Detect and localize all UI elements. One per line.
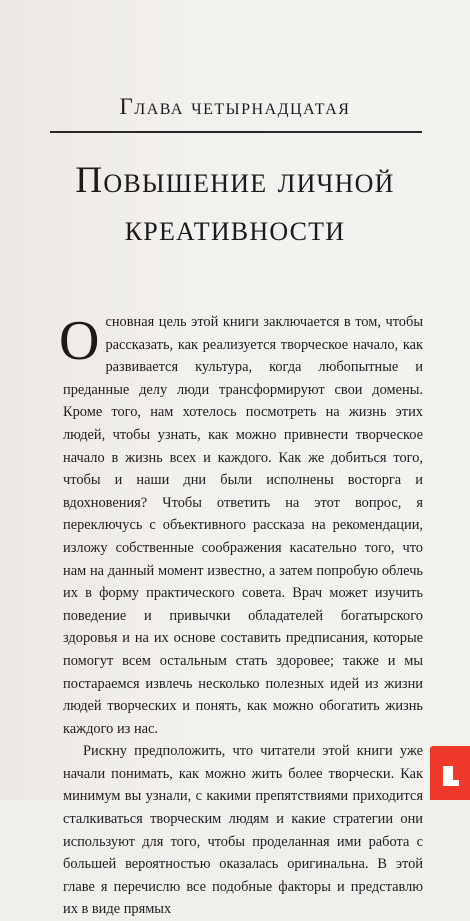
paragraph-1-text: сновная цель этой книги заключается в том, чтобы рассказать, как реализуется творческое начало, как развивается культура, когда любопытные и преданные делу люди трансформируют свои домены. Кроме того, нам хотелось посмотреть на жизнь этих людей, чтобы узнать, как можно привнести творческое начало в жизнь всех и каждого. Как же добиться того, чтобы и наши дни были исполнены восторга и вдохновения? Чтобы ответить на этот вопрос, я переключусь с объективного рассказа на рекомендации, изложу собственные соображения касательно того, что нам на данный момент известно, а затем попробую облечь их в форму практического совета. Врач может изучить поведение и привычки обладателей богатырского здоровья и на их основе составить предписания, которые помогут всем остальным стать здоровее; также и мы постараемся извлечь несколько полезных идей из жизни людей творческих и понять, как можно обогатить жизнь каждого из нас. — [63, 314, 423, 737]
drop-cap: О — [59, 310, 100, 372]
paragraph-1 — [59, 310, 423, 740]
litres-badge — [430, 746, 470, 800]
chapter-title-line1: Повышение личной — [75, 160, 395, 201]
body-text — [59, 310, 423, 921]
chapter-divider — [50, 131, 422, 133]
chapter-label: Глава четырнадцатая — [119, 94, 351, 119]
chapter-title — [0, 157, 470, 253]
chapter-title-line2: креативности — [124, 208, 346, 249]
litres-logo-icon — [430, 746, 470, 800]
paragraph-2: Рискну предположить, что читатели этой книги уже начали понимать, как можно жить более творчески. Как минимум вы узнали, с какими препятствиями приходится сталкиваться творческим людям и какие стратегии они используют для того, чтобы проделанная ими работа с большей вероятностью оказалась оригинальна. В этой главе я перечислю все подобные факторы и представлю их в виде прямых — [63, 743, 423, 918]
